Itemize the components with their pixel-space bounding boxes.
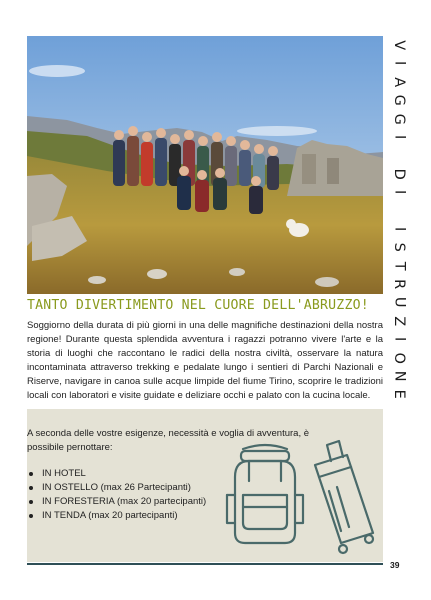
description-paragraph: Soggiorno della durata di più giorni in una delle magnifiche destinazioni della nostra regione! Durante questa splendida avventura i ragazzi potranno vivere l'arte e la storia di luoghi che raccontano le radici della nostra civiltà, osservare la natura incontaminata attraverso trekking e pedalate lungo i sentieri di Parchi Nazionali e Riserve, navigare in canoa sulle acque limpide del fiume Tirino, scoprire le tradizioni locali con laboratori e visite guidate e deliziare occhi e palato con la cucina locale. (27, 320, 383, 402)
accommodation-intro: A seconda delle vostre esigenze, necessità e voglia di avventura, è possibile pernottare: (27, 428, 310, 454)
bullet-icon (29, 500, 33, 504)
page-number: 39 (390, 560, 400, 570)
footer-rule (27, 563, 383, 565)
vertical-title-letter: Z (391, 316, 408, 327)
vertical-title-letter: I (391, 135, 408, 140)
vertical-title-letter (390, 208, 408, 213)
vertical-title-letter: V (391, 40, 408, 51)
vertical-title-letter (390, 153, 408, 158)
vertical-title-letter: S (391, 242, 408, 253)
headline: TANTO DIVERTIMENTO NEL CUORE DELL'ABRUZZO! (27, 298, 369, 313)
bullet-icon (29, 486, 33, 490)
backpack-and-suitcase-icon (225, 437, 375, 559)
vertical-title-letter: N (391, 370, 408, 382)
accommodation-panel (27, 409, 383, 562)
list-item: IN HOTEL (27, 467, 206, 481)
vertical-title-letter: I (391, 190, 408, 195)
vertical-title-letter: I (391, 61, 408, 66)
vertical-title-letter: O (391, 352, 408, 364)
vertical-title-letter: I (391, 337, 408, 342)
vertical-title-letter: D (391, 168, 408, 180)
vertical-title-letter: G (391, 94, 408, 106)
bullet-icon (29, 472, 33, 476)
list-item: IN FORESTERIA (max 20 partecipanti) (27, 495, 206, 509)
section-vertical-title (388, 36, 410, 400)
vertical-title-letter: T (391, 261, 408, 271)
list-item: IN TENDA (max 20 partecipanti) (27, 509, 206, 523)
vertical-title-letter: G (391, 113, 408, 125)
accommodation-options-list (27, 467, 206, 523)
group-photo (27, 36, 383, 294)
vertical-title-letter: E (391, 390, 408, 400)
vertical-title-letter: U (391, 297, 408, 308)
vertical-title-letter: R (391, 279, 408, 290)
list-item: IN OSTELLO (max 26 Partecipanti) (27, 481, 206, 495)
vertical-title-letter: I (391, 226, 408, 232)
bullet-icon (29, 514, 33, 518)
vertical-title-letter: A (391, 77, 408, 87)
